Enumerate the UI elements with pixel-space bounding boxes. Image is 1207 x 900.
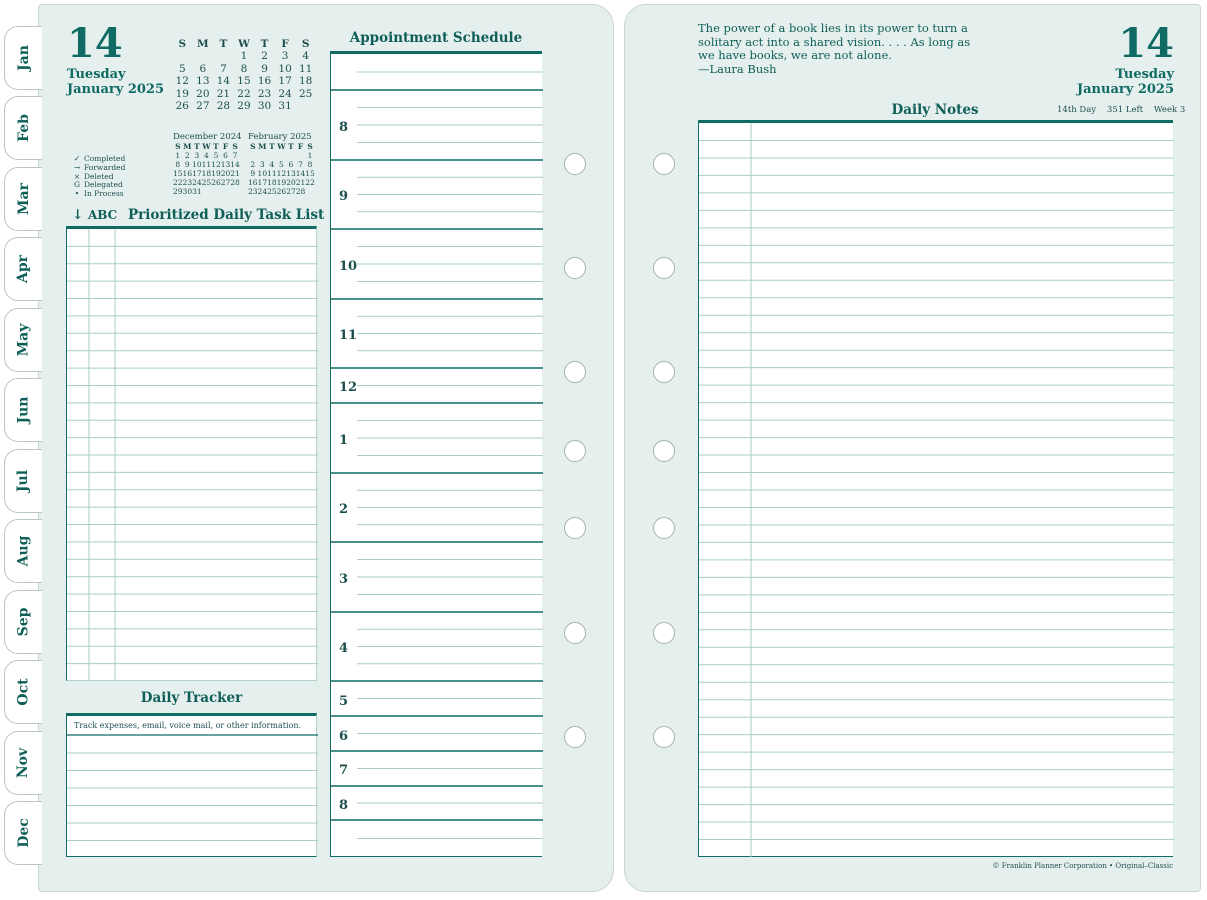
- daily-quote: The power of a book lies in its power to turn a solitary act into a shared vision. . . . As long as we have books, we are not alone. —Laura Bush: [698, 21, 971, 76]
- calendar-day[interactable]: 2: [250, 160, 256, 169]
- calendar-day[interactable]: 20: [196, 87, 210, 100]
- calendar-day[interactable]: 16: [182, 169, 193, 178]
- calendar-day[interactable]: 18: [267, 178, 277, 187]
- tab-oct[interactable]: Oct: [4, 660, 42, 724]
- calendar-day[interactable]: 30: [182, 187, 193, 196]
- left-date-header: [67, 20, 165, 97]
- calendar-day[interactable]: 1: [240, 50, 248, 62]
- appointment-schedule[interactable]: [330, 51, 542, 857]
- calendar-day[interactable]: 31: [192, 187, 202, 196]
- month-year: January 2025: [1076, 82, 1174, 97]
- weekday-header: S: [307, 142, 313, 151]
- hour-1pm: 1: [339, 433, 349, 448]
- task-list-title: Prioritized Daily Task List: [128, 207, 325, 223]
- weekday: Tuesday: [67, 67, 126, 82]
- status-legend: [70, 155, 125, 199]
- hour-9am: 9: [339, 189, 349, 204]
- binder-hole: [653, 361, 675, 383]
- calendar-day[interactable]: 20: [286, 178, 296, 187]
- calendar-day[interactable]: 1: [307, 151, 313, 160]
- calendar-day[interactable]: 7: [220, 62, 227, 75]
- weekday-header: T: [260, 38, 269, 50]
- calendar-day[interactable]: 30: [257, 100, 272, 112]
- delegated-icon: G: [74, 180, 80, 190]
- tab-dec[interactable]: Dec: [4, 801, 42, 865]
- abc-label: ABC: [88, 208, 118, 222]
- task-list-rules: [67, 229, 318, 681]
- calendar-day[interactable]: 11: [201, 160, 212, 169]
- calendar-day[interactable]: 23: [248, 187, 258, 196]
- calendar-day[interactable]: 6: [199, 62, 207, 75]
- weekday-header: T: [288, 142, 294, 151]
- weekday-header: W: [202, 142, 211, 151]
- day-number: 14: [1118, 20, 1174, 67]
- binder-hole: [653, 726, 675, 748]
- binder-hole: [653, 440, 675, 462]
- binder-hole: [564, 257, 586, 279]
- calendar-day[interactable]: 24: [257, 187, 268, 196]
- calendar-day[interactable]: 16: [248, 178, 258, 187]
- calendar-day[interactable]: 19: [276, 178, 287, 187]
- calendar-day[interactable]: 16: [257, 75, 272, 87]
- calendar-day[interactable]: 21: [230, 169, 240, 178]
- tab-sep[interactable]: Sep: [4, 590, 42, 654]
- calendar-day[interactable]: 21: [295, 178, 306, 187]
- calendar-day[interactable]: 13: [286, 169, 296, 178]
- calendar-day[interactable]: 13: [220, 160, 231, 169]
- calendar-day[interactable]: 3: [259, 160, 265, 169]
- weekday-header: T: [269, 142, 275, 151]
- binder-hole: [564, 517, 586, 539]
- legend-deleted: × Deleted: [70, 173, 125, 182]
- weekday-header: F: [297, 142, 304, 151]
- calendar-day[interactable]: 29: [173, 187, 183, 196]
- hour-5pm: 5: [339, 694, 349, 709]
- calendar-day: [295, 100, 316, 113]
- calendar-day[interactable]: 1: [175, 151, 181, 160]
- weekday-header: S: [178, 38, 187, 50]
- weekday-header: W: [238, 38, 250, 50]
- calendar-day[interactable]: 9: [261, 62, 268, 75]
- weekday-header: T: [213, 142, 219, 151]
- calendar-day[interactable]: 9: [184, 160, 190, 169]
- calendar-day[interactable]: 10: [257, 169, 268, 178]
- calendar-day[interactable]: 18: [299, 75, 313, 87]
- calendar-day[interactable]: 8: [240, 62, 248, 75]
- tab-may[interactable]: May: [4, 308, 42, 372]
- weekday: Tuesday: [1115, 67, 1174, 82]
- calendar-day[interactable]: 14: [216, 75, 231, 87]
- days-left: 351 Left: [1106, 105, 1144, 115]
- calendar-day[interactable]: 23: [257, 87, 272, 100]
- calendar-day[interactable]: 7: [298, 160, 303, 169]
- calendar-day[interactable]: 21: [216, 87, 231, 100]
- calendar-day: [230, 187, 240, 196]
- calendar-day[interactable]: 26: [276, 187, 287, 196]
- hour-2pm: 2: [339, 502, 349, 517]
- calendar-day[interactable]: 24: [278, 87, 292, 100]
- calendar-day[interactable]: 4: [204, 151, 209, 160]
- binder-hole: [564, 361, 586, 383]
- hour-4pm: 4: [339, 641, 349, 656]
- month-calendar: [172, 38, 316, 113]
- calendar-day[interactable]: 24: [192, 178, 202, 187]
- calendar-day[interactable]: 4: [269, 160, 275, 169]
- hour-7pm: 7: [339, 763, 349, 778]
- binder-hole: [564, 153, 586, 175]
- calendar-day[interactable]: 22: [237, 87, 251, 100]
- binder-hole: [653, 517, 675, 539]
- calendar-day: [248, 151, 258, 160]
- calendar-day[interactable]: 11: [267, 169, 277, 178]
- calendar-day[interactable]: 22: [305, 178, 315, 187]
- tab-jun[interactable]: Jun: [4, 378, 42, 442]
- calendar-day[interactable]: 3: [194, 151, 200, 160]
- calendar-day[interactable]: 14: [295, 169, 306, 178]
- legend-in-process: • In Process: [70, 190, 125, 199]
- mini-calendar-february: February 2025 S M T W T F S 1 2 3 4 5 6 7 8 9 10 11 12 13 14 15 16 17 18 19 20 21 22 23 24 25 26 27 28: [248, 132, 315, 196]
- daily-notes-area[interactable]: [698, 120, 1173, 857]
- legend-delegated: G Delegated: [70, 181, 125, 190]
- weekday-header: M: [258, 142, 267, 151]
- weekday-header: F: [281, 38, 289, 50]
- calendar-day[interactable]: 28: [230, 178, 240, 187]
- day-counter: [1057, 105, 1185, 115]
- notes-rules: [699, 123, 1174, 857]
- day-of-year: 14th Day: [1057, 105, 1097, 115]
- weekday-header: F: [222, 142, 229, 151]
- weekday-header: S: [232, 142, 238, 151]
- calendar-day[interactable]: 2: [261, 50, 268, 62]
- calendar-day[interactable]: 28: [216, 100, 231, 112]
- calendar-day[interactable]: 13: [196, 75, 210, 87]
- calendar-day[interactable]: 15: [237, 75, 251, 87]
- calendar-day[interactable]: 31: [278, 100, 292, 112]
- calendar-day[interactable]: 7: [232, 151, 238, 160]
- calendar-day[interactable]: 5: [178, 62, 186, 75]
- calendar-day: [172, 50, 193, 63]
- calendar-day[interactable]: 12: [175, 75, 189, 87]
- task-list-area[interactable]: [66, 226, 317, 681]
- calendar-day[interactable]: 25: [299, 87, 313, 100]
- calendar-day[interactable]: 19: [175, 87, 189, 100]
- hour-12pm: 12: [339, 380, 358, 395]
- weekday-header: T: [219, 38, 228, 50]
- calendar-day[interactable]: 6: [288, 160, 294, 169]
- hour-8pm: 8: [339, 798, 349, 813]
- tab-aug[interactable]: Aug: [4, 519, 42, 583]
- hour-8am: 8: [339, 120, 349, 135]
- calendar-day: [202, 187, 212, 196]
- calendar-day[interactable]: 15: [305, 169, 315, 178]
- week-number: Week 3: [1153, 105, 1186, 115]
- legend-forwarded: → Forwarded: [70, 164, 125, 173]
- tab-mar[interactable]: Mar: [4, 167, 42, 231]
- appointment-title: Appointment Schedule: [349, 30, 523, 46]
- calendar-day[interactable]: 12: [211, 160, 221, 169]
- calendar-day[interactable]: 27: [220, 178, 231, 187]
- binder-hole: [653, 257, 675, 279]
- hour-3pm: 3: [339, 572, 349, 587]
- calendar-day: [286, 151, 296, 160]
- tab-nov[interactable]: Nov: [4, 731, 42, 795]
- calendar-day: [193, 50, 214, 63]
- weekday-header: M: [197, 38, 209, 50]
- tracker-note: Track expenses, email, voice mail, or other information.: [74, 721, 302, 730]
- copyright-footer: © Franklin Planner Corporation • Original–Classic: [992, 862, 1173, 870]
- weekday-header: W: [277, 142, 286, 151]
- calendar-day[interactable]: 19: [211, 169, 221, 178]
- priority-arrow-icon: ↓: [72, 207, 84, 223]
- weekday-header: S: [250, 142, 256, 151]
- calendar-day[interactable]: 3: [281, 50, 289, 62]
- arrow-right-icon: →: [73, 162, 81, 172]
- tracker-title: Daily Tracker: [140, 690, 243, 706]
- binder-hole: [653, 622, 675, 644]
- month-year: January 2025: [67, 82, 165, 97]
- daily-notes-title: Daily Notes: [891, 102, 979, 118]
- check-icon: ✓: [73, 154, 81, 163]
- hour-11am: 11: [339, 328, 358, 343]
- calendar-day[interactable]: 17: [192, 169, 202, 178]
- calendar-day: [277, 151, 287, 160]
- calendar-day[interactable]: 6: [223, 151, 228, 160]
- calendar-day[interactable]: 22: [173, 178, 183, 187]
- weekday-header: T: [194, 142, 200, 151]
- binder-hole: [564, 622, 586, 644]
- calendar-day[interactable]: 20: [220, 169, 231, 178]
- tab-apr[interactable]: Apr: [4, 237, 42, 301]
- binder-hole: [653, 153, 675, 175]
- tracker-area[interactable]: [66, 713, 317, 857]
- calendar-day[interactable]: 12: [276, 169, 287, 178]
- calendar-day[interactable]: 5: [213, 151, 219, 160]
- cross-icon: ×: [73, 171, 81, 181]
- calendar-day[interactable]: 10: [278, 62, 292, 75]
- tab-jan[interactable]: Jan: [4, 26, 42, 90]
- weekday-header: M: [183, 142, 192, 151]
- calendar-day: [213, 50, 234, 63]
- weekday-header: S: [175, 142, 181, 151]
- calendar-day[interactable]: 25: [201, 178, 212, 187]
- calendar-day[interactable]: 23: [182, 178, 193, 187]
- calendar-day[interactable]: 4: [302, 50, 310, 62]
- mini-calendar-december: December 2024 S M T W T F S 1 2 3 4 5 6 7 8 9 10 11 12 13 14 15 16 17 18 19 20 21 22 23 24 25 26 27 28 29 30 31: [173, 132, 242, 196]
- calendar-day[interactable]: 2: [184, 151, 190, 160]
- quote-author: —Laura Bush: [698, 61, 777, 76]
- calendar-day[interactable]: 27: [196, 100, 210, 112]
- binder-hole: [564, 440, 586, 462]
- hour-6pm: 6: [339, 729, 349, 744]
- calendar-day[interactable]: 18: [201, 169, 212, 178]
- calendar-day[interactable]: 26: [175, 100, 189, 112]
- legend-completed: ✓ Completed: [70, 155, 125, 164]
- calendar-day: [267, 151, 277, 160]
- calendar-day: [296, 151, 306, 160]
- appointment-rules: [331, 54, 543, 857]
- calendar-day[interactable]: 28: [295, 187, 306, 196]
- tracker-rules: [67, 716, 318, 857]
- calendar-day[interactable]: 15: [173, 169, 183, 178]
- calendar-day[interactable]: 25: [267, 187, 277, 196]
- dot-icon: •: [74, 189, 80, 199]
- calendar-day[interactable]: 5: [279, 160, 284, 169]
- calendar-day[interactable]: 17: [278, 75, 292, 87]
- calendar-day[interactable]: 14: [230, 160, 240, 169]
- calendar-day[interactable]: 26: [211, 178, 221, 187]
- calendar-day: [211, 187, 221, 196]
- calendar-day[interactable]: 10: [192, 160, 202, 169]
- calendar-day[interactable]: 9: [250, 169, 256, 178]
- hour-10am: 10: [339, 259, 358, 274]
- calendar-day: [258, 151, 268, 160]
- calendar-day[interactable]: 27: [286, 187, 296, 196]
- calendar-day[interactable]: 29: [237, 100, 251, 112]
- tab-jul[interactable]: Jul: [4, 449, 42, 513]
- tab-feb[interactable]: Feb: [4, 96, 42, 160]
- weekday-header: S: [301, 38, 310, 50]
- calendar-day[interactable]: 17: [257, 178, 268, 187]
- calendar-day: [305, 187, 315, 196]
- right-date-header: [1076, 20, 1174, 97]
- binder-hole: [564, 726, 586, 748]
- calendar-day: [221, 187, 231, 196]
- calendar-day[interactable]: 11: [299, 62, 313, 75]
- calendar-day[interactable]: 8: [175, 160, 181, 169]
- day-number: 14: [67, 20, 123, 67]
- calendar-day[interactable]: 8: [307, 160, 313, 169]
